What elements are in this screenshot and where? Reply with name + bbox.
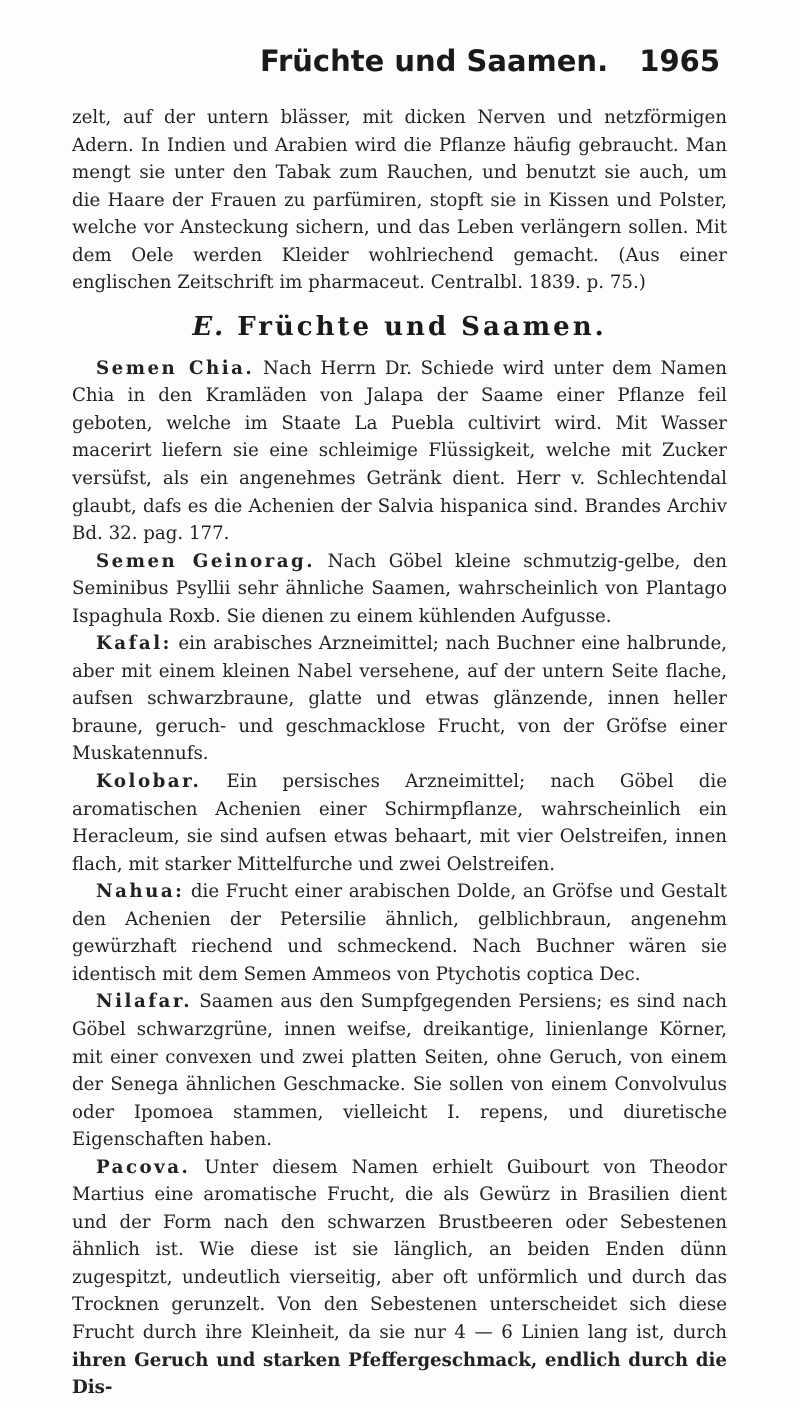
entry-pacova — [72, 1154, 727, 1402]
entry-term: Kolobar. — [96, 771, 202, 793]
page-header — [180, 44, 720, 92]
entry-term: Semen Chia. — [96, 357, 255, 379]
section-letter: E. — [192, 311, 226, 342]
entry-text: Nach Herrn Dr. Schiede wird unter dem Namen Chia in den Kramläden von Jalapa der Saame einer Pflanze feil geboten, welche im Staate La Puebla cultivirt wird. Mit Wasser macerirt liefern sie eine schleimige Flüssigkeit, welche mit Zucker versüfst, als ein angenehmes Getränk dient. Herr v. Schlechtendal glaubt, dafs es die Achenien der Salvia hispanica sind. Brandes Archiv Bd. 32. pag. 177. — [72, 357, 727, 545]
entry-text: die Frucht einer arabischen Dolde, an Gröfse und Gestalt den Achenien der Petersilie ähnlich, gelblichbraun, angenehm gewürzhaft riechend und schmeckend. Nach Buchner wären sie identisch mit dem Semen Ammeos von Ptychotis coptica Dec. — [72, 881, 727, 985]
entry-nahua — [72, 878, 727, 988]
paragraph-continuation: zelt, auf der untern blässer, mit dicken Nerven und netzförmigen Adern. In Indien und Arabien wird die Pflanze häufig gebraucht. Man mengt sie unter den Tabak zum Rauchen, und benutzt sie auch, um die Haare der Frauen zu parfümiren, stopft sie in Kissen und Polster, welche vor Ansteckung sichern, und das Leben verlängern sollen. Mit dem Oele werden Kleider wohlriechend gemacht. (Aus einer englischen Zeitschrift im pharmaceut. Centralbl. 1839. p. 75.) — [72, 107, 727, 294]
body-text — [72, 104, 727, 1402]
entry-text: Saamen aus den Sumpfgegenden Persiens; es sind nach Göbel schwarzgrüne, innen weifse, dreikantige, linienlange Körner, mit einer convexen und zwei platten Seiten, ohne Geruch, von einem der Senega ähnlichen Geschmacke. Sie sollen von einem Convolvulus oder Ipomoea stammen, vielleicht I. repens, und diuretische Eigenschaften haben. — [72, 991, 727, 1151]
section-title: Früchte und Saamen. — [237, 311, 607, 342]
running-title: Früchte und Saamen. — [260, 44, 609, 78]
entry-kolobar — [72, 768, 727, 878]
entry-term: Kafal: — [96, 633, 172, 655]
entry-term: Pacova. — [96, 1156, 191, 1178]
entry-text: Ein persisches Arzneimittel; nach Göbel die aromatischen Achenien einer Schirmpflanze, wahrscheinlich ein Heracleum, sie sind aufsen etwas behaart, mit vier Oelstreifen, innen flach, mit starker Mittelfurche und zwei Oelstreifen. — [72, 771, 727, 875]
entry-text-bold-tail: ihren Geruch und starken Pfeffergeschmack, endlich durch die Dis- — [72, 1349, 727, 1399]
entry-semen-chia — [72, 355, 727, 548]
entry-kafal — [72, 630, 727, 768]
section-heading — [72, 309, 727, 345]
entry-term: Nilafar. — [96, 991, 193, 1013]
entry-term: Nahua: — [96, 881, 185, 903]
entry-text: Nach Göbel kleine schmutzig-gelbe, den Seminibus Psyllii sehr ähnliche Saamen, wahrscheinlich von Plantago Ispaghula Roxb. Sie dienen zu einem kühlenden Aufgusse. — [72, 550, 727, 627]
entry-text: ein arabisches Arzneimittel; nach Buchner eine halbrunde, aber mit einem kleinen Nabel versehene, auf der untern Seite flache, aufsen schwarzbraune, glatte und etwas glänzende, innen heller braune, geruch- und geschmacklose Frucht, von der Gröfse einer Muskatennufs. — [72, 633, 727, 765]
page-number: 1965 — [639, 44, 720, 78]
entry-nilafar — [72, 988, 727, 1153]
entry-term: Semen Geinorag. — [96, 550, 316, 572]
entry-text: Unter diesem Namen erhielt Guibourt von Theodor Martius eine aromatische Frucht, die als Gewürz in Brasilien dient und der Form nach den schwarzen Brustbeeren oder Sebestenen ähnlich ist. Wie diese ist sie länglich, an beiden Enden dünn zugespitzt, undeutlich vierseitig, aber oft unförmlich und durch das Trocknen gerunzelt. Von den Sebestenen unterscheidet sich diese Frucht durch ihre Kleinheit, da sie nur 4 — 6 Linien lang ist, durch — [72, 1156, 727, 1343]
entry-semen-geinorag — [72, 548, 727, 631]
